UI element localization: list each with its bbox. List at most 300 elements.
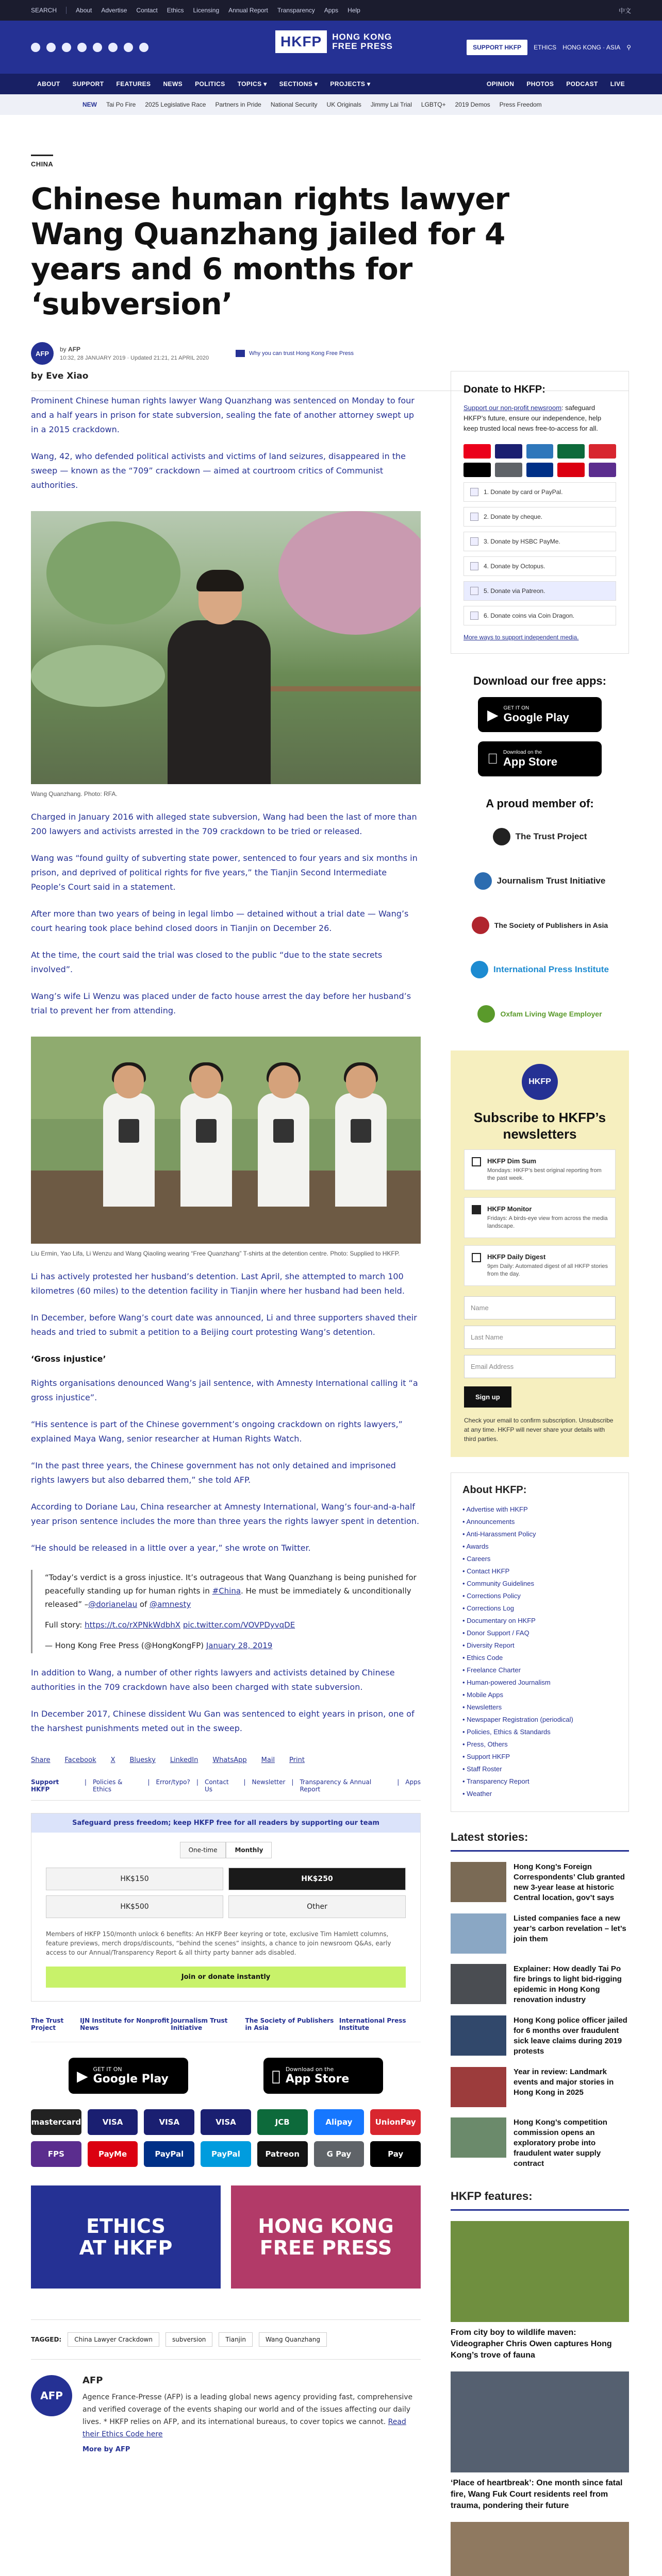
logo-wordmark bbox=[332, 32, 393, 51]
mastercard-icon bbox=[464, 444, 491, 459]
google-play-icon: ▶ bbox=[487, 706, 499, 723]
payment-logo: Pay bbox=[370, 2141, 421, 2167]
apple-pay-icon bbox=[464, 463, 491, 477]
story-item[interactable] bbox=[451, 2067, 629, 2107]
jti-icon bbox=[474, 872, 492, 890]
hkfp-promo[interactable]: HONG KONG FREE PRESS bbox=[231, 2185, 421, 2289]
share-bluesky[interactable]: Bluesky bbox=[129, 1756, 156, 1764]
article-title: Chinese human rights lawyer Wang Quanzhang jailed for 4 years and 6 months for ‘subversion’ bbox=[31, 181, 509, 321]
donate-option[interactable] bbox=[464, 482, 616, 502]
payme-option-icon bbox=[470, 537, 478, 546]
ethics-header-link[interactable]: ETHICS bbox=[534, 44, 557, 51]
join-donate-button[interactable]: Join or donate instantly bbox=[46, 1967, 406, 1988]
last-name-input[interactable]: Last Name bbox=[464, 1326, 616, 1349]
tag-link[interactable]: China Lawyer Crackdown bbox=[68, 2332, 159, 2347]
app-store-badge[interactable] bbox=[263, 2058, 383, 2094]
member-logo[interactable] bbox=[451, 863, 629, 899]
feature-image bbox=[451, 2522, 629, 2576]
telegram-icon[interactable] bbox=[139, 43, 148, 52]
checkbox[interactable] bbox=[472, 1157, 481, 1166]
payment-logo: G Pay bbox=[314, 2141, 365, 2167]
about-link[interactable]: • Announcements bbox=[462, 1516, 617, 1528]
paragraph: “His sentence is part of the Chinese government’s ongoing crackdown on rights lawyers,” explained Maya Wang, senior researcher at Human Rights Watch. bbox=[31, 1419, 403, 1444]
author-bio bbox=[82, 2391, 421, 2441]
donate-option-label: 5. Donate via Patreon. bbox=[484, 587, 545, 595]
promo-banners bbox=[31, 2185, 421, 2289]
membership-note: Members of HKFP 150/month unlock 6 benefits: An HKFP Beer keyring or tote, exclusive Tim Hamlett columns, feature previews, merch drops/discounts, “behind the scenes” insights, a chance to join newsroom Q&As, early access to our Annual/Transparency Report & all thirty party banner ads disabled. bbox=[46, 1930, 391, 1956]
footer-link[interactable]: Contact Us bbox=[204, 1778, 229, 1793]
payment-logo: VISA bbox=[88, 2109, 138, 2135]
logo-mark: HKFP bbox=[275, 30, 327, 53]
footer-link[interactable]: Support HKFP bbox=[31, 1778, 59, 1793]
sidebar-app-store-badge[interactable] bbox=[478, 741, 602, 776]
member-logo[interactable] bbox=[451, 907, 629, 943]
person-head bbox=[269, 1065, 299, 1098]
article-footer-links: Support HKFP | Policies & Ethics | Error/typo? | Contact Us | Newsletter | Transparency & Annual Report | Apps bbox=[31, 1778, 421, 1801]
author-box-name[interactable]: AFP bbox=[82, 2375, 103, 2386]
apple-icon bbox=[272, 2067, 280, 2084]
google-pay-icon bbox=[495, 463, 522, 477]
feature-title: ‘Place of heartbreak’: One month since fatal fire, Wang Fuk Court residents reel from trauma, pondering their future bbox=[451, 2479, 623, 2510]
nav-photos[interactable]: PHOTOS bbox=[526, 80, 554, 88]
footer-link[interactable]: Newsletter bbox=[252, 1778, 286, 1786]
story-title: Listed companies face a new year’s carbon revelation – let’s join them bbox=[514, 1914, 626, 1943]
section-subhead: ‘Gross injustice’ bbox=[31, 1354, 106, 1364]
badge-text bbox=[93, 2066, 169, 2086]
paypal-icon bbox=[526, 463, 554, 477]
newsletter-option-text bbox=[487, 1157, 608, 1182]
badge-large: App Store bbox=[492, 755, 547, 768]
badge-text bbox=[504, 705, 569, 724]
google-play-icon: ▶ bbox=[77, 2067, 88, 2084]
frequency-one-time[interactable]: One-time bbox=[180, 1842, 226, 1858]
annual-report-link[interactable]: Annual Report bbox=[228, 7, 268, 14]
category-kicker[interactable]: CHINA bbox=[31, 155, 53, 168]
trending-link[interactable]: 2025 Legislative Race bbox=[145, 101, 206, 108]
amount-option[interactable]: HK$150 bbox=[46, 1868, 223, 1890]
newsletter-fine-print: Check your email to confirm subscription. Unsubscribe at any time. HKFP will never share your details with third parties. bbox=[464, 1417, 614, 1443]
donate-option[interactable] bbox=[464, 581, 616, 601]
footer-link[interactable]: Policies & Ethics bbox=[92, 1778, 123, 1793]
trending-link[interactable]: Partners in Pride bbox=[215, 101, 261, 108]
trending-link[interactable]: Tai Po Fire bbox=[106, 101, 136, 108]
donate-option-label: 6. Donate coins via Coin Dragon. bbox=[484, 612, 575, 619]
partner-logo[interactable]: The Society of Publishers in Asia bbox=[245, 2017, 334, 2031]
paragraph: Charged in January 2016 with alleged state subversion, Wang had been the last of more than 200 lawyers and activists arrested in the 709 crackdown to be tried or released. bbox=[31, 812, 417, 836]
donate-option[interactable] bbox=[464, 556, 616, 576]
checkbox[interactable] bbox=[472, 1253, 481, 1262]
story-title: Hong Kong police officer jailed for 6 months over fraudulent sick leave claims during 2019 protests bbox=[514, 2016, 627, 2056]
social-icons bbox=[31, 43, 148, 52]
paragraph: Wang, 42, who defended political activists and victims of land seizures, disappeared in the sweep — known as the “709” crackdown — aimed at courtroom critics of Communist authorities. bbox=[31, 451, 406, 490]
member-logo[interactable] bbox=[451, 996, 629, 1032]
donate-lead bbox=[464, 403, 616, 434]
donate-option-label: 2. Donate by cheque. bbox=[484, 513, 543, 520]
donate-option[interactable] bbox=[464, 606, 616, 625]
payment-logo: VISA bbox=[201, 2109, 251, 2135]
trending-link[interactable]: Jimmy Lai Trial bbox=[370, 101, 412, 108]
paragraph: In addition to Wang, a number of other rights lawyers and activists detained by Chinese authorities in the 709 crackdown have also been charged with state subversion. bbox=[31, 1668, 395, 1692]
donate-option-label: 4. Donate by Octopus. bbox=[484, 563, 545, 570]
share-print[interactable]: Print bbox=[289, 1756, 305, 1764]
more-ways-link[interactable]: More ways to support independent media. bbox=[464, 634, 579, 641]
author-box-text bbox=[82, 2375, 421, 2453]
apps-link[interactable]: Apps bbox=[324, 7, 339, 14]
donate-title: Donate to HKFP: bbox=[464, 384, 545, 395]
checkbox-checked[interactable] bbox=[472, 1205, 481, 1214]
trust-icon bbox=[236, 350, 245, 357]
about-link[interactable]: • Anti-Harassment Policy bbox=[462, 1528, 617, 1540]
publish-dates: 10:32, 28 JANUARY 2019 · Updated 21:21, 21 APRIL 2020 bbox=[60, 355, 209, 361]
shirt-print bbox=[119, 1119, 139, 1143]
person-head bbox=[346, 1065, 376, 1098]
about-link[interactable]: • Freelance Charter bbox=[462, 1664, 617, 1676]
newsletter-option-title: HKFP Daily Digest bbox=[487, 1253, 546, 1261]
advertise-link[interactable]: Advertise bbox=[101, 7, 127, 14]
logo-line-2: FREE PRESS bbox=[332, 41, 393, 51]
tweet-text-part: of bbox=[137, 1600, 150, 1609]
about-link[interactable]: • Policies, Ethics & Standards bbox=[462, 1726, 617, 1738]
story-title: Hong Kong’s Foreign Correspondents’ Club granted new 3-year lease at historic Central location, gov’t says bbox=[514, 1862, 625, 1902]
badge-text bbox=[277, 2066, 349, 2086]
tweet-author: — Hong Kong Free Press (@HongKongFP) bbox=[45, 1641, 206, 1650]
feature-item[interactable] bbox=[451, 2221, 629, 2361]
about-link[interactable]: • Ethics Code bbox=[462, 1652, 617, 1664]
feature-image bbox=[451, 2221, 629, 2322]
threads-icon[interactable] bbox=[108, 43, 118, 52]
paragraph: Wang’s wife Li Wenzu was placed under de facto house arrest the day before her husband’s trial to prevent her from attending. bbox=[31, 991, 411, 1015]
trending-link[interactable]: UK Originals bbox=[326, 101, 361, 108]
figure bbox=[31, 511, 421, 798]
about-link[interactable]: • Documentary on HKFP bbox=[462, 1615, 617, 1627]
nav-features[interactable]: FEATURES bbox=[116, 80, 151, 88]
tweet-date-link[interactable]: January 28, 2019 bbox=[206, 1641, 273, 1650]
tweet-attribution bbox=[45, 1639, 421, 1652]
main-nav bbox=[0, 74, 662, 94]
frequency-monthly[interactable]: Monthly bbox=[226, 1842, 272, 1858]
about-link[interactable]: • Donor Support / FAQ bbox=[462, 1627, 617, 1639]
payment-logo: Alipay bbox=[314, 2109, 365, 2135]
google-play-badge[interactable] bbox=[69, 2058, 188, 2094]
ethics-code-link[interactable]: Read their Ethics Code here bbox=[82, 2418, 406, 2438]
member-name: Journalism Trust Initiative bbox=[496, 876, 606, 886]
donate-option-label: 1. Donate by card or PayPal. bbox=[484, 488, 563, 496]
utility-bar bbox=[0, 0, 662, 21]
embedded-tweet bbox=[31, 1570, 421, 1653]
transparency-link[interactable]: Transparency bbox=[277, 7, 315, 14]
share-x[interactable]: X bbox=[110, 1756, 115, 1764]
donate-option[interactable] bbox=[464, 532, 616, 551]
share-linkedin[interactable]: LinkedIn bbox=[170, 1756, 198, 1764]
tweet-text-part: . He must be immediately & unconditionally released” – bbox=[45, 1586, 411, 1609]
paragraph: Wang was “found guilty of subverting state power, sentenced to four years and six months in prison, and deprived of political rights for five years,” the Tianjin Second Intermediate People’s Court said in a statement. bbox=[31, 853, 418, 892]
partner-logo[interactable]: International Press Institute bbox=[339, 2017, 406, 2031]
newsletter-option-desc: Fridays: A birds-eye view from across the media landscape. bbox=[487, 1215, 608, 1229]
story-thumbnail bbox=[451, 1862, 506, 1902]
visa-icon bbox=[495, 444, 522, 459]
footer-link[interactable]: Apps bbox=[405, 1778, 421, 1786]
contact-link[interactable]: Contact bbox=[136, 7, 158, 14]
donation-banner[interactable]: Safeguard press freedom; keep HKFP free for all readers by supporting our team bbox=[31, 1814, 420, 1833]
about-box bbox=[451, 1472, 629, 1812]
about-link[interactable]: • Newsletters bbox=[462, 1701, 617, 1714]
newsletter-option[interactable] bbox=[464, 1149, 616, 1190]
tweet-text-part: Full story: bbox=[45, 1620, 85, 1630]
newsletter-option-text bbox=[487, 1253, 608, 1278]
author-box-avatar[interactable]: AFP bbox=[31, 2375, 72, 2416]
ethics-link[interactable]: Ethics bbox=[167, 7, 184, 14]
story-item[interactable] bbox=[451, 2015, 629, 2057]
tag-link[interactable]: subversion bbox=[166, 2332, 212, 2347]
story-item[interactable] bbox=[451, 2117, 629, 2169]
about-link[interactable]: • Corrections Policy bbox=[462, 1590, 617, 1602]
payment-logo: VISA bbox=[144, 2109, 194, 2135]
story-item[interactable] bbox=[451, 1964, 629, 2005]
site-header bbox=[0, 21, 662, 74]
payment-logo: JCB bbox=[257, 2109, 308, 2135]
trust-link[interactable] bbox=[236, 350, 354, 357]
amount-option-selected[interactable]: HK$250 bbox=[228, 1868, 406, 1890]
about-link[interactable]: • Mobile Apps bbox=[462, 1689, 617, 1701]
about-link[interactable]: • Staff Roster bbox=[462, 1763, 617, 1775]
newsletter-option-title: HKFP Monitor bbox=[487, 1205, 532, 1213]
language-link[interactable]: 中文 bbox=[618, 7, 631, 14]
app-store-badges bbox=[31, 2058, 421, 2094]
newsletter-option-desc: Mondays: HKFP’s best original reporting from the past week. bbox=[487, 1167, 602, 1181]
badge-text bbox=[492, 749, 557, 769]
trending-link[interactable]: LGBTQ+ bbox=[421, 101, 446, 108]
paragraph: In December, before Wang’s court date was announced, Li and three supporters shaved their heads and tried to submit a petition to a Beijing court protesting Wang’s detention. bbox=[31, 1313, 417, 1337]
oxfam-icon bbox=[477, 1005, 495, 1023]
newsletter-option[interactable] bbox=[464, 1197, 616, 1238]
member-logo[interactable] bbox=[451, 819, 629, 855]
more-by-author-link[interactable]: More by AFP bbox=[82, 2446, 130, 2453]
about-link[interactable]: • Human-powered Journalism bbox=[462, 1676, 617, 1689]
sidebar-google-play-badge[interactable] bbox=[478, 697, 602, 732]
person-shape bbox=[258, 1093, 309, 1207]
story-thumbnail bbox=[451, 1964, 506, 2004]
author-avatar[interactable]: AFP bbox=[31, 342, 54, 365]
person-shape bbox=[103, 1093, 155, 1207]
tweet-text-part: “Today’s verdict is a gross injustice. It’s outrageous that Wang Quanzhang is being punished for peacefully standing up for human rights in bbox=[45, 1573, 417, 1596]
donate-lead-text: : safeguard HKFP’s future, ensure our independence, help keep trusted local news free-to-access for all. bbox=[464, 404, 602, 432]
features-title: HKFP features: bbox=[451, 2190, 629, 2211]
help-link[interactable]: Help bbox=[347, 7, 360, 14]
share-bar bbox=[31, 1756, 421, 1764]
frequency-toggle bbox=[31, 1842, 420, 1858]
share-facebook[interactable]: Facebook bbox=[64, 1756, 96, 1764]
tag-list bbox=[31, 2319, 421, 2360]
partner-logo[interactable]: IJN Institute for Nonprofit News bbox=[80, 2017, 170, 2031]
blossom-shape bbox=[278, 511, 421, 635]
about-link[interactable]: • Press, Others bbox=[462, 1738, 617, 1751]
tweet-pic-link[interactable]: pic.twitter.com/VOVPDyvqDE bbox=[183, 1620, 295, 1630]
person-hair bbox=[196, 570, 244, 591]
cheque-icon bbox=[470, 513, 478, 521]
amex-icon bbox=[526, 444, 554, 459]
hashtag-link[interactable]: #China bbox=[212, 1586, 241, 1596]
ethics-promo[interactable]: ETHICS AT HKFP bbox=[31, 2185, 221, 2289]
signup-button[interactable]: Sign up bbox=[464, 1386, 511, 1408]
about-link[interactable]: • Awards bbox=[462, 1540, 617, 1553]
tag-link[interactable]: Wang Quanzhang bbox=[259, 2332, 327, 2347]
member-name: Oxfam Living Wage Employer bbox=[500, 1010, 602, 1018]
trending-link[interactable]: 2019 Demos bbox=[455, 101, 490, 108]
paragraph: Rights organisations denounced Wang’s jail sentence, with Amnesty International calling it “a gross injustice”. bbox=[31, 1378, 418, 1402]
nav-politics[interactable]: POLITICS bbox=[195, 80, 225, 88]
paragraph: After more than two years of being in legal limbo — detained without a trial date — Wang’s court hearing took place behind closed doors in Tianjin on December 26. bbox=[31, 909, 409, 933]
story-item[interactable] bbox=[451, 1862, 629, 1903]
by-prefix: by bbox=[60, 346, 67, 353]
member-title: A proud member of: bbox=[486, 797, 594, 810]
coin-icon bbox=[470, 612, 478, 620]
trending-bar bbox=[0, 94, 662, 115]
payment-logo: PayPal bbox=[144, 2141, 194, 2167]
about-link[interactable]: • Diversity Report bbox=[462, 1639, 617, 1652]
about-list bbox=[462, 1503, 617, 1800]
latest-stories bbox=[451, 1831, 629, 2169]
bluesky-icon[interactable] bbox=[93, 43, 102, 52]
octopus-icon bbox=[470, 562, 478, 570]
youtube-icon[interactable] bbox=[77, 43, 87, 52]
story-thumbnail bbox=[451, 2117, 506, 2158]
sopa-icon bbox=[472, 917, 489, 934]
story-title: Explainer: How deadly Tai Po fire brings to light bid-rigging epidemic in Hong Kong renovation industry bbox=[514, 1964, 622, 2004]
about-link[interactable]: • Newspaper Registration (periodical) bbox=[462, 1714, 617, 1726]
mention-link[interactable]: @amnesty bbox=[150, 1600, 191, 1609]
paragraph: At the time, the court said the trial was closed to the public “due to the state secrets involved”. bbox=[31, 950, 383, 974]
shirt-print bbox=[351, 1119, 371, 1143]
about-link[interactable]: • Corrections Log bbox=[462, 1602, 617, 1615]
partner-logo[interactable]: The Trust Project bbox=[31, 2017, 64, 2031]
about-link[interactable]: • Contact HKFP bbox=[462, 1565, 617, 1578]
trust-project-icon bbox=[493, 828, 510, 845]
feature-item[interactable] bbox=[451, 2371, 629, 2512]
feature-item[interactable] bbox=[451, 2522, 629, 2576]
site-logo[interactable] bbox=[275, 30, 393, 53]
about-link[interactable]: • Community Guidelines bbox=[462, 1578, 617, 1590]
badge-small: GET IT ON bbox=[503, 705, 529, 711]
nav-about[interactable]: ABOUT bbox=[37, 80, 60, 88]
about-link[interactable]: • Transparency Report bbox=[462, 1775, 617, 1788]
payment-logo: UnionPay bbox=[370, 2109, 421, 2135]
newsletter-logo: HKFP bbox=[522, 1064, 558, 1100]
sidebar bbox=[451, 371, 629, 2576]
logo-line-1: HONG KONG bbox=[332, 32, 392, 42]
nav-projects[interactable]: PROJECTS ▾ bbox=[330, 80, 371, 88]
licensing-link[interactable]: Licensing bbox=[193, 7, 220, 14]
story-thumbnail bbox=[451, 2067, 506, 2107]
about-link[interactable]: • Support HKFP bbox=[462, 1751, 617, 1763]
about-link[interactable]: About bbox=[76, 7, 92, 14]
about-link[interactable]: • Advertise with HKFP bbox=[462, 1503, 617, 1516]
footer-link[interactable]: Error/typo? bbox=[156, 1778, 190, 1786]
search-link[interactable]: SEARCH bbox=[31, 7, 57, 14]
donate-box bbox=[451, 371, 629, 654]
person-head bbox=[191, 1065, 221, 1098]
story-title: Hong Kong’s competition commission opens an exploratory probe into fraudulent water supply contract bbox=[514, 2118, 607, 2168]
x-icon[interactable] bbox=[46, 43, 56, 52]
badge-small: GET IT ON bbox=[93, 2066, 122, 2073]
member-name: The Society of Publishers in Asia bbox=[494, 921, 608, 929]
about-link[interactable]: • Careers bbox=[462, 1553, 617, 1565]
mention-link[interactable]: @dorianelau bbox=[88, 1600, 138, 1609]
member-logo[interactable] bbox=[451, 952, 629, 988]
byline: by Eve Xiao bbox=[31, 371, 89, 381]
member-name: The Trust Project bbox=[515, 832, 587, 841]
payment-methods bbox=[31, 2109, 421, 2167]
first-name-input[interactable]: Name bbox=[464, 1296, 616, 1319]
share-label: Share bbox=[31, 1756, 51, 1764]
paragraph: In December 2017, Chinese dissident Wu Gan was sentenced to eight years in prison, one of the harshest punishments meted out in the sweep. bbox=[31, 1709, 415, 1733]
amount-other[interactable]: Other bbox=[228, 1895, 406, 1918]
author-bio-text: Agence France-Presse (AFP) is a leading global news agency providing fast, comprehensive and verified coverage of the events shaping our world and of the issues affecting our daily lives. * HKFP relies on AFP, and its international bureaus, to cover topics we cannot. bbox=[82, 2393, 413, 2426]
paragraph: “In the past three years, the Chinese government has not only detained and imprisoned rights lawyers but also debarred them,” she told AFP. bbox=[31, 1461, 396, 1485]
instagram-icon[interactable] bbox=[62, 43, 71, 52]
tag-link[interactable]: Tianjin bbox=[219, 2332, 253, 2347]
nav-sections[interactable]: SECTIONS ▾ bbox=[279, 80, 318, 88]
paragraph: “He should be released in a little over a year,” she wrote on Twitter. bbox=[31, 1543, 311, 1553]
share-whatsapp[interactable]: WhatsApp bbox=[212, 1756, 247, 1764]
amount-option[interactable]: HK$500 bbox=[46, 1895, 223, 1918]
donate-option[interactable] bbox=[464, 507, 616, 527]
partner-logo[interactable]: Journalism Trust Initiative bbox=[171, 2017, 228, 2031]
nav-support[interactable]: SUPPORT bbox=[72, 80, 104, 88]
amount-options bbox=[46, 1868, 406, 1918]
tweet-url[interactable]: https://t.co/rXPNkWdbhX bbox=[85, 1620, 181, 1630]
latest-title: Latest stories: bbox=[451, 1831, 629, 1852]
tagged-label: TAGGED: bbox=[31, 2336, 62, 2343]
linkedin-icon[interactable] bbox=[124, 43, 133, 52]
email-input[interactable]: Email Address bbox=[464, 1355, 616, 1378]
payment-logo: FPS bbox=[31, 2141, 81, 2167]
facebook-icon[interactable] bbox=[31, 43, 40, 52]
payment-logo: Patreon bbox=[257, 2141, 308, 2167]
nav-live[interactable]: LIVE bbox=[610, 80, 625, 88]
author-box bbox=[31, 2375, 421, 2453]
article-header bbox=[31, 155, 629, 391]
tweet-links bbox=[45, 1618, 421, 1632]
feature-image bbox=[451, 2371, 629, 2472]
about-title: About HKFP: bbox=[462, 1484, 527, 1496]
tweet-text bbox=[45, 1571, 421, 1611]
search-icon[interactable]: ⚲ bbox=[626, 44, 631, 51]
nav-podcast[interactable]: PODCAST bbox=[566, 80, 598, 88]
figure bbox=[31, 1037, 421, 1257]
trending-link[interactable]: Press Freedom bbox=[499, 101, 542, 108]
support-button[interactable]: SUPPORT HKFP bbox=[467, 40, 527, 55]
shirt-print bbox=[273, 1119, 294, 1143]
nav-opinion[interactable]: OPINION bbox=[486, 80, 515, 88]
story-item[interactable] bbox=[451, 1913, 629, 1954]
author-name[interactable]: AFP bbox=[68, 346, 81, 353]
wang-photo bbox=[31, 511, 421, 784]
meta-text bbox=[60, 346, 209, 361]
badge-large: Google Play bbox=[93, 2073, 169, 2086]
nav-news[interactable]: NEWS bbox=[163, 80, 183, 88]
newsletter-option[interactable] bbox=[464, 1245, 616, 1286]
nav-topics[interactable]: TOPICS ▾ bbox=[237, 80, 267, 88]
trending-link[interactable]: National Security bbox=[270, 101, 318, 108]
footer-link[interactable]: Transparency & Annual Report bbox=[300, 1778, 372, 1793]
payment-logo: mastercard bbox=[31, 2109, 81, 2135]
payment-logo: PayPal bbox=[201, 2141, 251, 2167]
donation-widget bbox=[31, 1813, 421, 2002]
about-link[interactable]: • Weather bbox=[462, 1788, 617, 1800]
donate-lead-link[interactable]: Support our non-profit newsroom bbox=[464, 404, 562, 412]
supporters-photo bbox=[31, 1037, 421, 1244]
share-mail[interactable]: Mail bbox=[261, 1756, 275, 1764]
